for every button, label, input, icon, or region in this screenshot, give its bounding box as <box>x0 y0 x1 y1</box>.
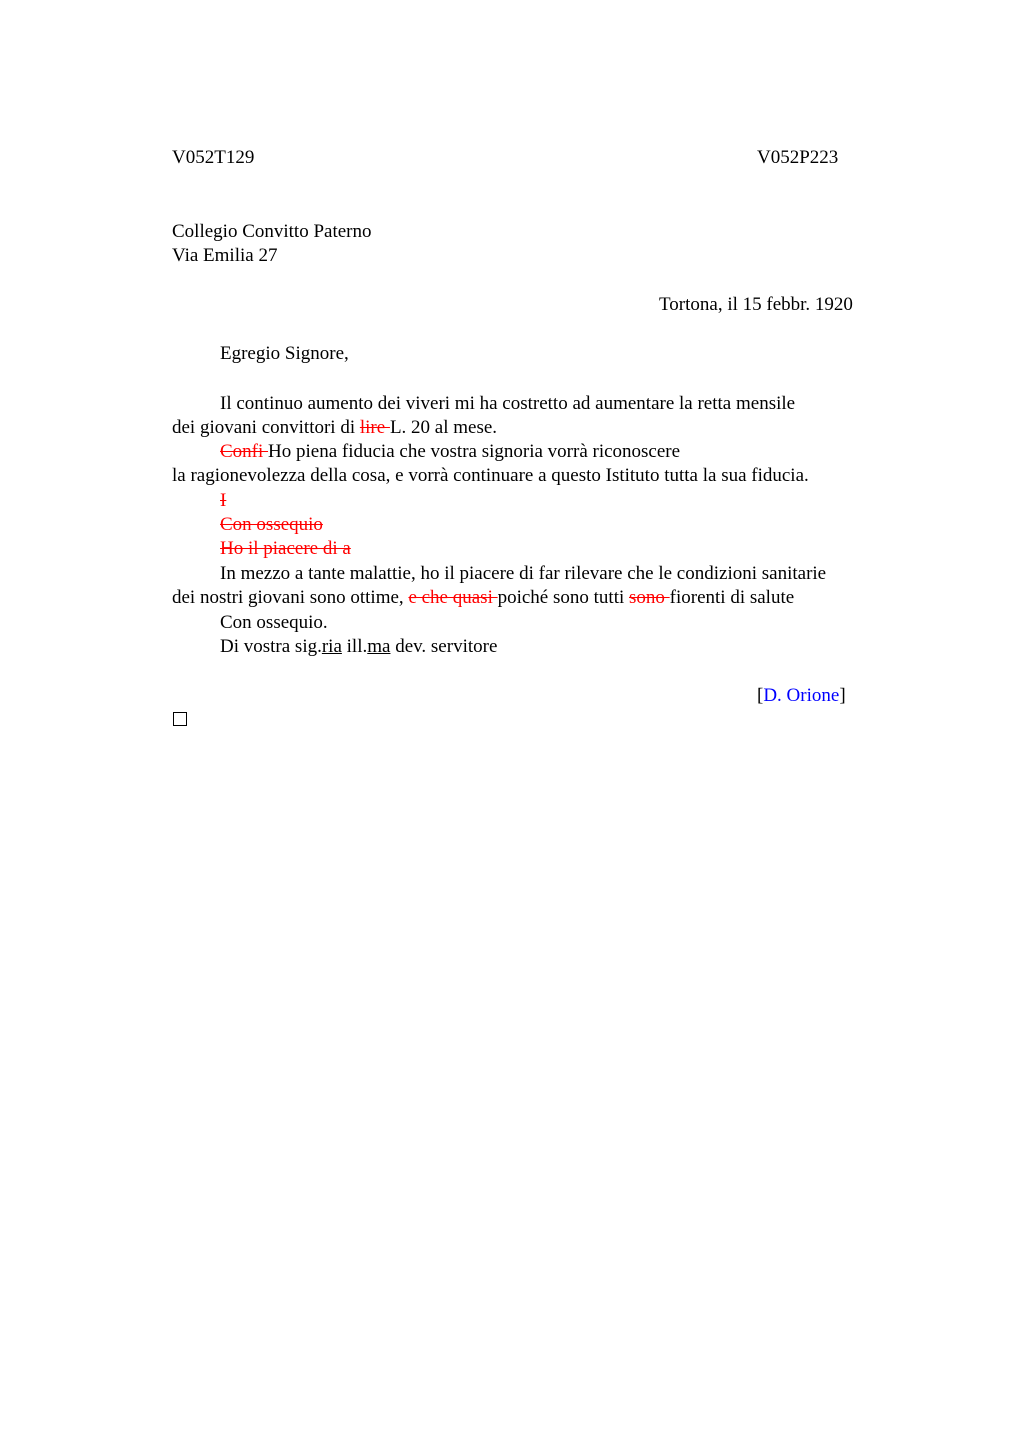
text-run: dei nostri giovani sono ottime, <box>172 587 409 608</box>
text-run: ill. <box>341 636 368 657</box>
closing: Con ossequio. <box>220 612 328 633</box>
signoff-line <box>220 635 497 659</box>
deleted-line: Con ossequio <box>220 514 323 535</box>
body-line <box>172 416 497 440</box>
text-run: L. 20 al mese. <box>389 417 498 438</box>
body-line <box>220 440 680 464</box>
signature-name: D. Orione <box>763 685 840 706</box>
body-line: Il continuo aumento dei viveri mi ha costretto ad aumentare la retta mensile <box>220 393 796 414</box>
underlined-text: ria <box>321 636 342 657</box>
underlined-text: ma <box>367 636 391 657</box>
bracket: ] <box>839 685 846 706</box>
sender-name: Collegio Convitto Paterno <box>172 221 372 242</box>
checkbox-glyph <box>173 712 187 726</box>
sender-address: Via Emilia 27 <box>172 245 278 266</box>
signature <box>757 684 846 708</box>
text-run: poiché sono tutti <box>497 587 629 608</box>
body-line: la ragionevolezza della cosa, e vorrà continuare a questo Istituto tutta la sua fiducia. <box>172 465 809 486</box>
deleted-line: Ho il piacere di a <box>220 538 351 559</box>
text-run: Ho piena fiducia che vostra signoria vorrà riconoscere <box>268 441 681 462</box>
deleted-text: lire <box>359 417 390 438</box>
text-run: dei giovani convittori di <box>172 417 360 438</box>
salutation: Egregio Signore, <box>220 343 349 364</box>
letter-date: Tortona, il 15 febbr. 1920 <box>659 294 853 315</box>
right-code: V052P223 <box>757 147 839 168</box>
deleted-text: sono <box>629 587 670 608</box>
left-code: V052T129 <box>172 147 255 168</box>
bracket: [ <box>757 685 764 706</box>
deleted-line: I <box>220 490 227 511</box>
text-run: Di vostra sig. <box>220 636 322 657</box>
text-run: fiorenti di salute <box>669 587 795 608</box>
text-run: dev. servitore <box>390 636 498 657</box>
deleted-text: e che quasi <box>408 587 498 608</box>
deleted-text: Confi <box>220 441 269 462</box>
body-line <box>172 586 794 610</box>
body-line: In mezzo a tante malattie, ho il piacere di far rilevare che le condizioni sanitarie <box>220 563 827 584</box>
